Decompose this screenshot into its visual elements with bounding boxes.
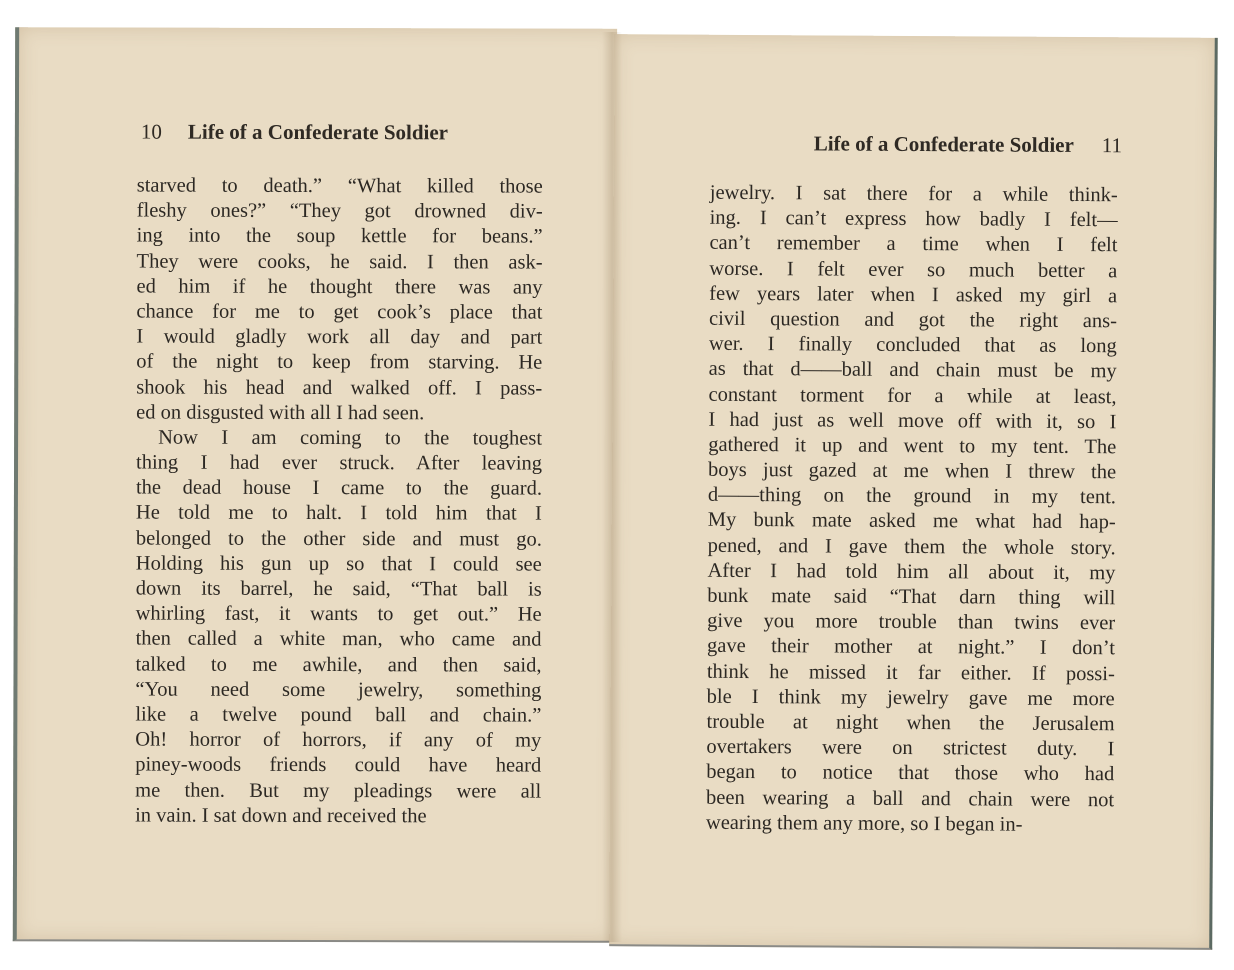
text-line: began to notice that those who had bbox=[706, 761, 1115, 786]
text-line: bunk mate said “That darn thing will bbox=[707, 584, 1116, 610]
text-line: me then. But my pleadings were all bbox=[135, 779, 542, 803]
text-line: piney-woods friends could have heard bbox=[135, 753, 542, 777]
text-line: been wearing a ball and chain were not bbox=[706, 786, 1115, 811]
text-line: Holding his gun up so that I could see bbox=[135, 552, 542, 576]
text-line: I would gladly work all day and part bbox=[136, 325, 543, 349]
text-line: wer. I finally concluded that as long bbox=[708, 332, 1117, 358]
text-line: think he missed it far either. If possi- bbox=[706, 660, 1115, 685]
text-line: the dead house I came to the guard. bbox=[135, 476, 543, 500]
right-page-body bbox=[706, 181, 1118, 838]
text-line: I had just as well move off with it, so I bbox=[708, 408, 1117, 433]
left-page-number: 10 bbox=[140, 119, 162, 144]
text-line: then called a white man, who came and bbox=[135, 627, 542, 651]
text-line: of the night to keep from starving. He bbox=[136, 350, 543, 374]
text-line: d——thing on the ground in my tent. bbox=[707, 484, 1117, 509]
left-page-header bbox=[141, 120, 448, 146]
text-line: in vain. I sat down and received the bbox=[135, 804, 427, 827]
text-line: After I had told him all about it, my bbox=[707, 559, 1116, 585]
text-line: thing I had ever struck. After leaving bbox=[136, 451, 543, 475]
text-line: “You need some jewelry, something bbox=[135, 678, 542, 702]
right-page-header bbox=[814, 131, 1123, 158]
text-line: ble I think my jewelry gave me more bbox=[706, 685, 1115, 710]
text-line: worse. I felt ever so much better a bbox=[709, 257, 1118, 282]
right-running-head: Life of a Confederate Soldier bbox=[813, 131, 1074, 157]
text-line: gathered it up and went to my tent. The bbox=[708, 433, 1117, 459]
text-line: talked to me awhile, and then said, bbox=[135, 653, 542, 677]
book-gutter bbox=[602, 32, 622, 942]
text-line: My bunk mate asked me what had hap- bbox=[707, 509, 1116, 534]
text-line: ing. I can’t express how badly I felt— bbox=[709, 206, 1118, 232]
text-line: boys just gazed at me when I threw the bbox=[708, 458, 1117, 484]
text-line: as that d——ball and chain must be my bbox=[708, 358, 1117, 383]
text-line: down its barrel, he said, “That ball is bbox=[135, 577, 542, 601]
text-line: ed on disgusted with all I had seen. bbox=[136, 401, 425, 424]
text-line: ed him if he thought there was any bbox=[136, 275, 543, 299]
text-line: give you more trouble than twins ever bbox=[707, 609, 1116, 635]
text-line: fleshy ones?” “They got drowned div- bbox=[136, 199, 543, 223]
text-line: They were cooks, he said. I then ask- bbox=[136, 250, 543, 274]
right-page-number: 11 bbox=[1101, 133, 1123, 158]
text-line: belonged to the other side and must go. bbox=[135, 527, 542, 551]
right-page bbox=[609, 34, 1218, 950]
text-line: jewelry. I sat there for a while think- bbox=[709, 181, 1118, 207]
text-line: chance for me to get cook’s place that bbox=[136, 300, 543, 324]
text-line: ing into the soup kettle for beans.” bbox=[136, 224, 543, 248]
text-line: can’t remember a time when I felt bbox=[709, 232, 1118, 257]
text-line: starved to death.” “What killed those bbox=[136, 174, 543, 198]
text-line: civil question and got the right ans- bbox=[708, 307, 1118, 333]
text-line: wearing them any more, so I began in- bbox=[705, 811, 1023, 836]
text-line: Oh! horror of horrors, if any of my bbox=[135, 728, 542, 752]
text-line: Now I am coming to the toughest bbox=[158, 426, 543, 450]
text-line: overtakers were on strictest duty. I bbox=[706, 735, 1115, 761]
text-line: gave their mother at night.” I don’t bbox=[706, 635, 1116, 660]
text-line: shook his head and walked off. I pass- bbox=[136, 376, 543, 400]
text-line: constant torment for a while at least, bbox=[708, 383, 1117, 408]
text-line: few years later when I asked my girl a bbox=[709, 282, 1118, 307]
text-line: like a twelve pound ball and chain.” bbox=[135, 703, 542, 727]
left-page-body bbox=[135, 174, 543, 830]
text-line: pened, and I gave them the whole story. bbox=[707, 534, 1116, 559]
text-line: trouble at night when the Jerusalem bbox=[706, 710, 1115, 736]
text-line: whirling fast, it wants to get out.” He bbox=[135, 602, 542, 626]
text-line: He told me to halt. I told him that I bbox=[135, 501, 542, 526]
left-running-head: Life of a Confederate Soldier bbox=[187, 119, 449, 145]
left-page bbox=[13, 27, 617, 943]
